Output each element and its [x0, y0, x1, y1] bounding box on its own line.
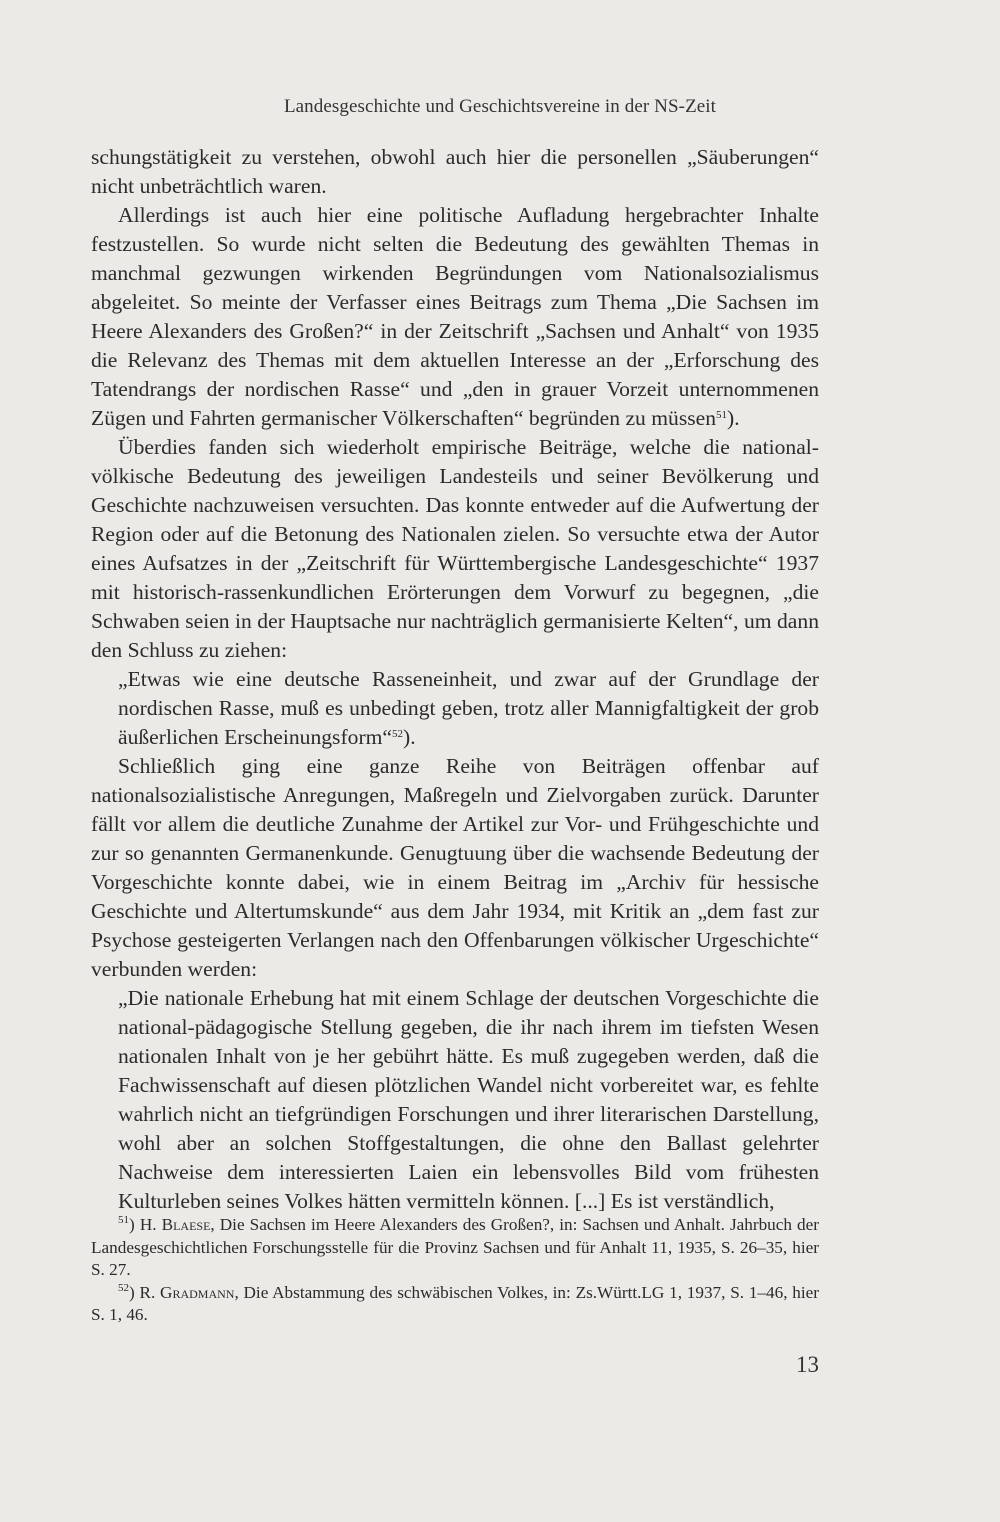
page-number: 13 [796, 1352, 819, 1377]
footnotes [91, 1214, 819, 1327]
footnote-close-paren: ) [129, 1282, 135, 1302]
running-head: Landesgeschichte und Geschichtsvereine in der NS-Zeit [283, 96, 717, 117]
block-quote-1 [118, 665, 819, 752]
paragraph-3: Überdies fanden sich wiederholt empirische Beiträge, welche die national-völkische Bedeutung des jeweiligen Landesteils und seiner Bevölkerung und Geschichte nachzuweisen versuchten. Das konnte entweder auf die Aufwertung der Region oder auf die Betonung des Nationalen zielen. So versuchte etwa der Autor eines Aufsatzes in der „Zeitschrift für Württembergische Landesgeschichte“ 1937 mit historisch-rassenkundlichen Erörterungen dem Vorwurf zu begegnen, „die Schwaben seien in der Hauptsache nur nachträglich germanisierte Kelten“, um dann den Schluss zu ziehen: [91, 435, 819, 662]
footnote-52 [91, 1282, 819, 1327]
footnote-author-initial: H. [139, 1215, 157, 1234]
paragraph-1: schungstätigkeit zu verstehen, obwohl auch hier die personellen „Säuberungen“ nicht unbeträchtlich waren. [91, 145, 819, 198]
block-quote-2: „Die nationale Erhebung hat mit einem Schlage der deutschen Vorgeschichte die national-pädagogische Stellung gegeben, die ihr nach ihrem im tiefsten Wesen nationalen Inhalt von je her gebührt hätte. Es muß zugegeben werden, daß die Fachwissenschaft auf diesen plötzlichen Wandel nicht vorbereitet war, es fehlte wahrlich nicht an tiefgründigen Forschungen und ihrer literarischen Darstellung, wohl aber an solchen Stoffgestaltungen, die ohne den Ballast gelehrter Nachweise dem interessierten Laien ein lebensvolles Bild vom frühesten Kulturleben seines Volkes hätten vermitteln können. [...] Es ist verständlich, [118, 986, 819, 1213]
paragraph-2-text: Allerdings ist auch hier eine politische Aufladung hergebrachter Inhalte festzustellen. So wurde nicht selten die Bedeutung des gewählten Themas in manchmal gezwungen wirkenden Begründungen vom Nationalsozialismus abgeleitet. So meinte der Verfasser eines Beitrags zum Thema „Die Sachsen im Heere Alexanders des Großen?“ in der Zeitschrift „Sachsen und Anhalt“ von 1935 die Relevanz des Themas mit dem aktuellen Interesse an der „Erforschung des Tatendrangs der nordischen Rasse“ und „den in grauer Vorzeit unternommenen Zügen und Fahrten germanischer Völkerschaften“ begründen zu müssen [91, 203, 819, 430]
paragraph-2-end: ). [727, 406, 740, 430]
footnote-text: , Die Abstammung des schwäbischen Volkes, in: Zs.Württ.LG 1, 1937, S. 1–46, hier S. 1, 46. [91, 1282, 819, 1325]
footnote-author-name: Blaese [161, 1215, 211, 1234]
footnote-text: , Die Sachsen im Heere Alexanders des Großen?, in: Sachsen und Anhalt. Jahrbuch der Landesgeschichtlichen Forschungsstelle für die Provinz Sachsen und für Anhalt 11, 1935, S. 26–35, hier S. 27. [91, 1215, 820, 1280]
footnote-close-paren: ) [129, 1215, 135, 1234]
footnote-ref-52[interactable]: 52 [392, 728, 404, 740]
block-quote-1-end: ). [403, 725, 416, 749]
footnote-number: 52 [118, 1281, 129, 1294]
footnote-ref-51[interactable]: 51 [716, 409, 728, 421]
paragraph-4: Schließlich ging eine ganze Reihe von Beiträgen offenbar auf nationalsozialistische Anregungen, Maßregeln und Zielvorgaben zurück. Darunter fällt vor allem die deutliche Zunahme der Artikel zur Vor- und Frühgeschichte und zur so genannten Germanenkunde. Genugtuung über die wachsende Bedeutung der Vorgeschichte konnte dabei, wie in einem Beitrag im „Archiv für hessische Geschichte und Altertumskunde“ aus dem Jahr 1934, mit Kritik an „dem fast zur Psychose gesteigerten Verlangen nach den Offenbarungen völkischer Urgeschichte“ verbunden werden: [91, 754, 819, 981]
footnote-51 [91, 1214, 819, 1282]
footnote-author-initial: R. [139, 1282, 156, 1302]
footnote-author-name: Gradmann [160, 1282, 235, 1302]
paragraph-2 [91, 201, 819, 433]
footnote-number: 51 [118, 1214, 129, 1226]
block-quote-1-text: „Etwas wie eine deutsche Rasseneinheit, und zwar auf der Grundlage der nordischen Rasse, muß es unbedingt geben, trotz aller Mannigfaltigkeit der grob äußerlichen Erscheinungsform“ [118, 667, 819, 749]
main-text [91, 143, 819, 1216]
